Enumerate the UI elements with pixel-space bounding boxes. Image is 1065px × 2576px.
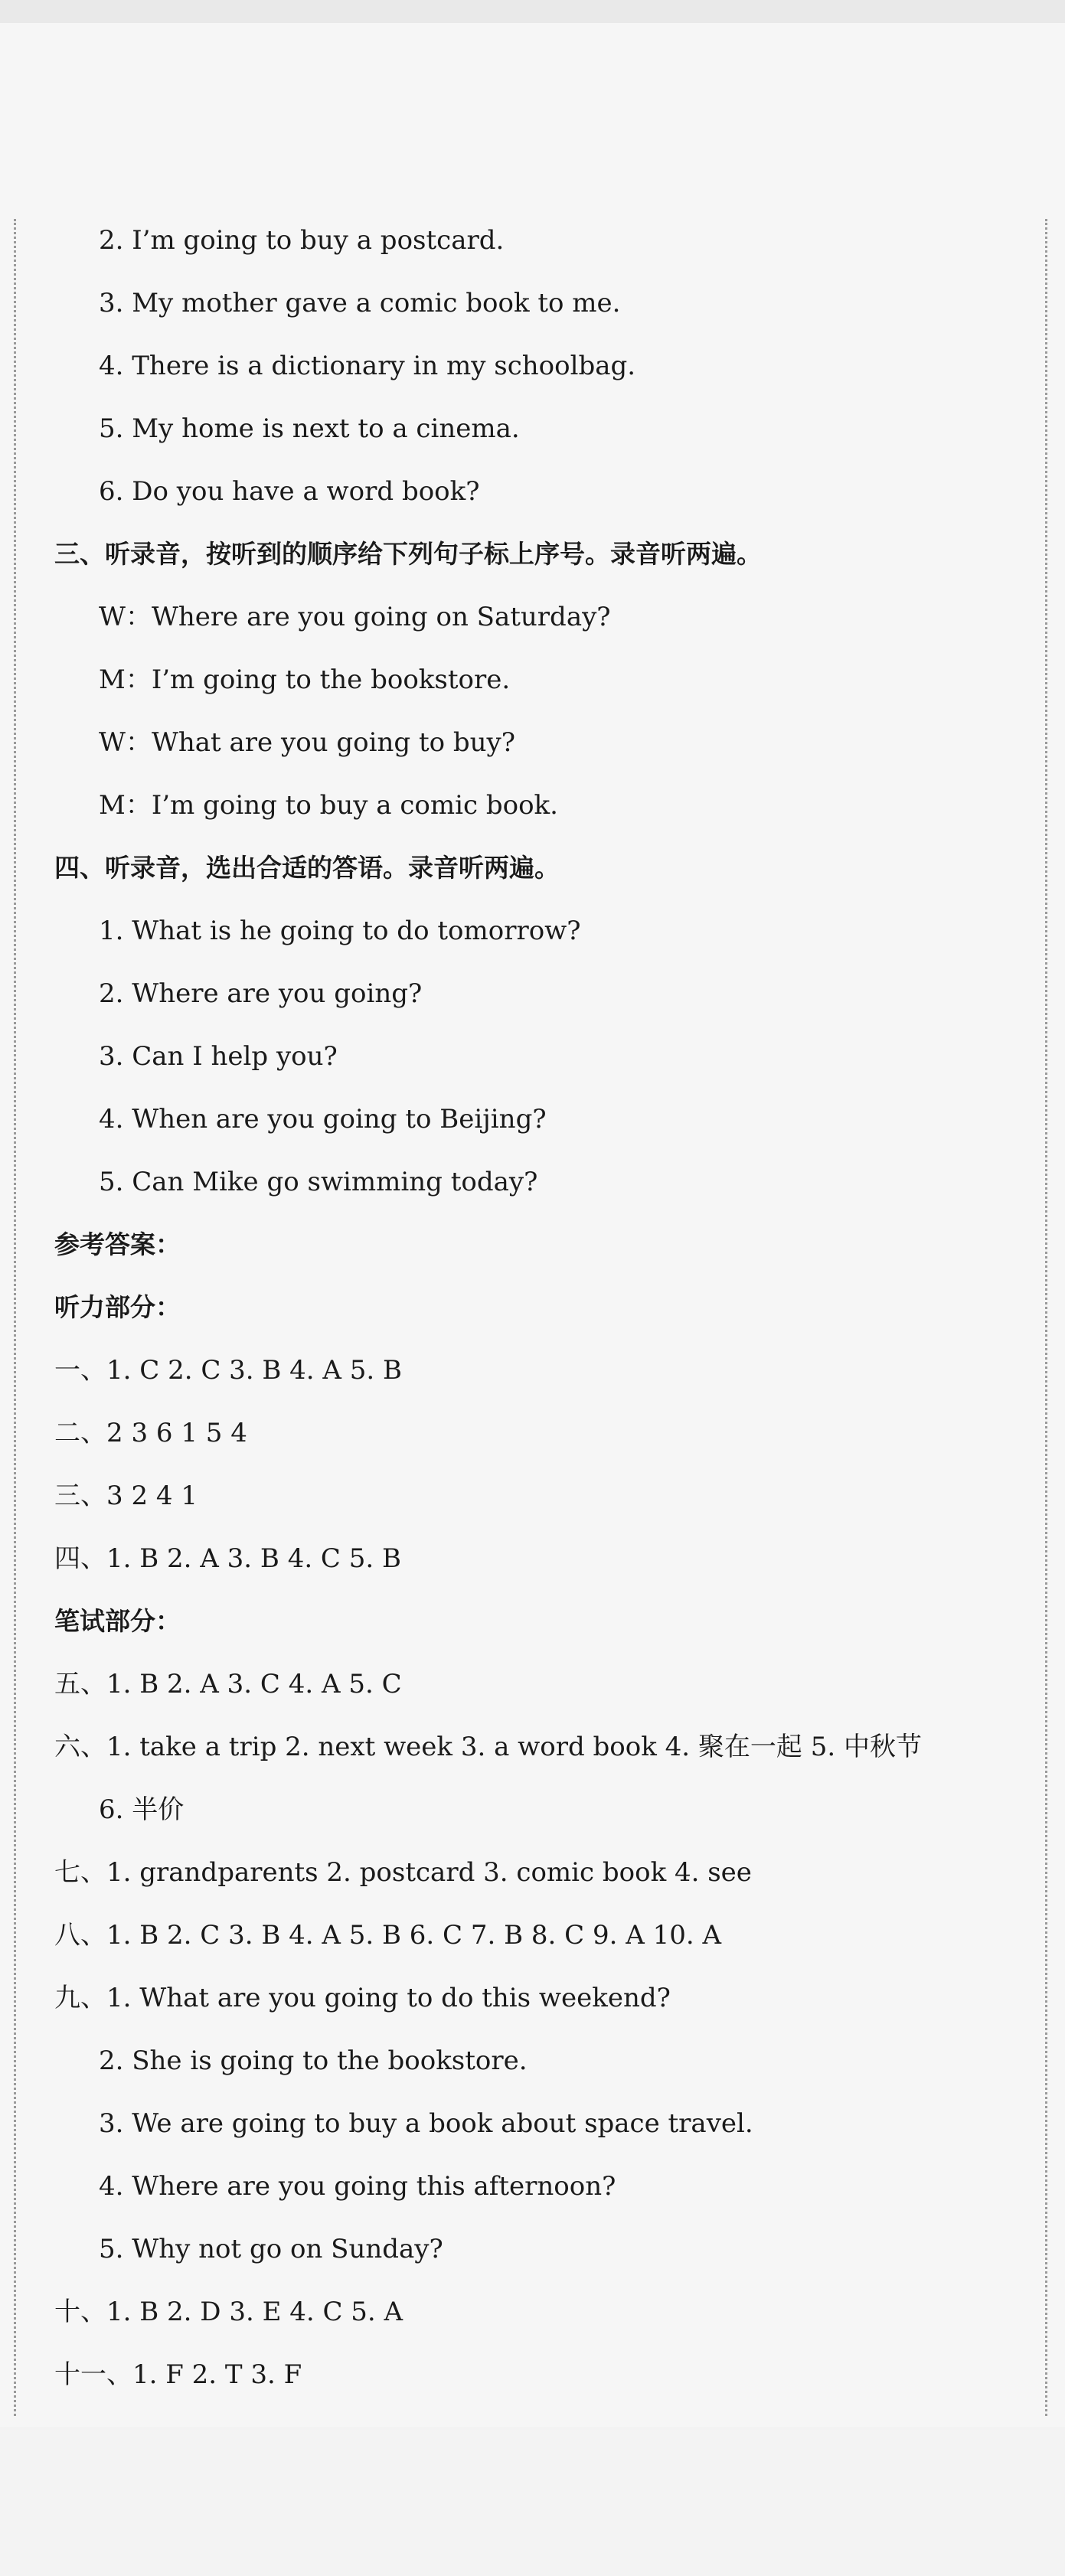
answer-line: 四、1. B 2. A 3. B 4. C 5. B <box>54 1543 401 1574</box>
question-line: 1. What is he going to do tomorrow? <box>99 916 581 946</box>
dialogue-line: W：What are you going to buy? <box>99 727 515 758</box>
answer-line: 六、1. take a trip 2. next week 3. a word book 4. 聚在一起 5. 中秋节 <box>54 1732 922 1762</box>
answer-line: 5. Why not go on Sunday? <box>99 2234 443 2264</box>
scan-bottom-band <box>0 2427 1065 2576</box>
dialogue-line: M：I’m going to buy a comic book. <box>99 790 558 821</box>
answer-page <box>14 219 1047 2416</box>
sentence-line: 3. My mother gave a comic book to me. <box>99 288 621 318</box>
answer-line: 二、2 3 6 1 5 4 <box>54 1418 247 1448</box>
written-heading: 笔试部分： <box>54 1606 181 1636</box>
answer-line: 4. Where are you going this afternoon? <box>99 2171 616 2202</box>
sentence-line: 4. There is a dictionary in my schoolbag. <box>99 351 636 381</box>
question-line: 2. Where are you going? <box>99 978 423 1009</box>
answer-line: 6. 半价 <box>99 1794 185 1825</box>
section-heading: 四、听录音，选出合适的答语。录音听两遍。 <box>54 853 560 883</box>
sentence-line: 6. Do you have a word book? <box>99 476 480 507</box>
question-line: 5. Can Mike go swimming today? <box>99 1167 538 1197</box>
dialogue-line: M：I’m going to the bookstore. <box>99 664 511 695</box>
answer-line: 五、1. B 2. A 3. C 4. A 5. C <box>54 1669 402 1699</box>
sentence-line: 5. My home is next to a cinema. <box>99 413 520 444</box>
answer-line: 十一、1. F 2. T 3. F <box>54 2359 302 2390</box>
question-line: 3. Can I help you? <box>99 1041 338 1072</box>
answer-line: 三、3 2 4 1 <box>54 1481 198 1511</box>
question-line: 4. When are you going to Beijing? <box>99 1104 547 1135</box>
answer-line: 一、1. C 2. C 3. B 4. A 5. B <box>54 1355 403 1386</box>
answers-heading: 参考答案： <box>54 1229 181 1259</box>
answer-line: 八、1. B 2. C 3. B 4. A 5. B 6. C 7. B 8. C 9. A 10. A <box>54 1920 722 1951</box>
dialogue-line: W：Where are you going on Saturday? <box>99 602 611 632</box>
answer-line: 十、1. B 2. D 3. E 4. C 5. A <box>54 2297 403 2327</box>
listening-heading: 听力部分： <box>54 1292 181 1322</box>
answer-line: 2. She is going to the bookstore. <box>99 2045 528 2076</box>
answer-line: 3. We are going to buy a book about space travel. <box>99 2108 753 2139</box>
section-heading: 三、听录音，按听到的顺序给下列句子标上序号。录音听两遍。 <box>54 539 762 569</box>
sentence-line: 2. I’m going to buy a postcard. <box>99 225 505 256</box>
answer-line: 七、1. grandparents 2. postcard 3. comic book 4. see <box>54 1857 752 1888</box>
scan-top-band <box>0 0 1065 23</box>
answer-line: 九、1. What are you going to do this weekend? <box>54 1983 671 2013</box>
